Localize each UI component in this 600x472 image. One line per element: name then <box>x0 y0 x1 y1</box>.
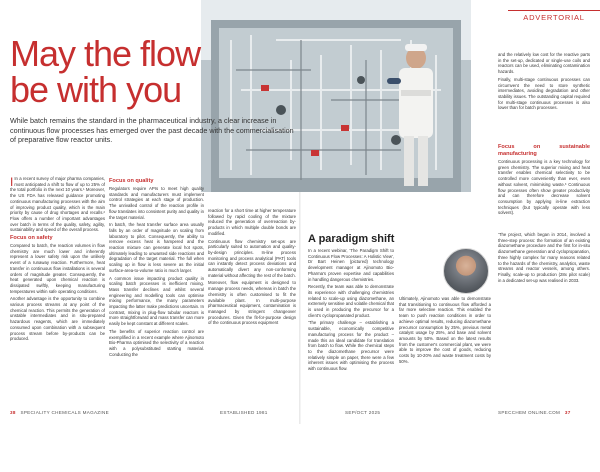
quality-paragraph-2: In batch, the heat transfer surface area usually falls by an order of magnitude on scaling from laboratory to pilot. Consequently, the ability to remove excess heat is hampered and the reaction mixture can generate local hot spots, ultimately leading to unwanted side reactions and degradation of the target material. The full when scaling up in flow is less severe as the initial surface-area-to-volume ratio is much larger. <box>109 222 204 273</box>
page-number-right: 37 <box>564 410 571 415</box>
heading-safety: Focus on safety <box>10 235 53 242</box>
body-paragraph: Continuous flow chemistry set-ups are particularly suited to automation and quality-by-design principles. In-line process monitoring and process analytical (PAT) tools can instantly detect process deviations and automatically divert any non-conforming material without affecting the rest of the batch. <box>208 238 296 278</box>
quality-paragraph-4: The benefits of superior reaction control are exemplified in a recent example where Ajinomoto Bio-Pharma optimised the selectivity of a reaction with a polysubstituted starting material. Conducting the <box>109 328 204 357</box>
paradigm-title: A paradigm shift <box>308 233 395 245</box>
body-paragraph: and the relatively low cost for the reactive parts in the set-up, dedicated or single-use coils and reactors can be used, eliminating contamination hazards. <box>498 52 590 75</box>
body-paragraph: In a recent webinar, 'The Paradigm Shift to Continuous Flow Processes: A Holistic View', Dr Bart Heinen (pictured) technology development manager at Ajinomoto Bio-Pharma's proven expertise and capabilities in handling dangerous chemistries. <box>308 248 394 282</box>
magazine-name: SPECIALITY CHEMICALS MAGAZINE <box>20 410 109 415</box>
safety-paragraph-2: Another advantage is the opportunity to combine various process streams at any point of the chemical reaction. This permits the generation of unstable intermediates and in situ-prepared hazardous reagents, which are immediately consumed upon combination with a subsequent process stream before by-products can be produced. <box>10 296 105 342</box>
heading-sustainable: Focus on sustainable manufacturing <box>498 144 590 157</box>
paradigm-column-1 <box>308 248 394 408</box>
headline: May the flow be with you <box>10 33 201 110</box>
body-paragraph: Ultimately, Ajinomoto was able to demonstrate that transitioning to continuous flow afforded a far more selective reaction. This enabled the team to push reaction conditions in order to achieve optimal results, reducing diazomethane precursor consumption by 25%, previous metal catalyst usage by 25%, and base and solvent amounts by 50%. Based on the latest results from the customer's commercial plant, we were able to improve the cost of goods, reducing costs by 10-20% and waste treatment costs by 50%. <box>399 296 491 364</box>
column-b <box>109 176 204 406</box>
body-paragraph: Finally, multi-stage continuous processes can circumvent the need to store synthetic intermediates, avoiding degradation and other stability issues. The outstanding capital required for multi-stage continuous processes is also lower than for batch processes. <box>498 76 590 111</box>
body-paragraph: 'The primary challenge – establishing a sustainable, economically competitive manufacturing process for the product – made this an ideal candidate for translation from batch to flow. While the chemical steps to the diazomethane precursor were relatively simple on paper, there were a few inherent issues with optimising the process with continuous flow. <box>308 320 394 372</box>
author-portrait <box>443 248 489 294</box>
body-paragraph: 'The project, which began in 2014, involved a three-step process: the formation of an existing diazomethane procedure and the first for in-situ diazomethane generation and cyclopropanation, three highly complex for many reasons related to the hazards of the chemistry, analytics, waste streams and reactor vessels, among others. Finally, scale-up to production (28x pilot scale) in a dedicated set-up was realised in 2033. <box>498 232 590 283</box>
body-paragraph: Moreover, flow equipment is designed to manage process needs, whereas in batch the chemistry is often customised to fit the available plant. In multi-purpose pharmaceutical equipment, contamination is managed by stringent changeover procedures. Given the fit-for-purpose design of the continuous process equipment <box>208 280 296 326</box>
paradigm-column-2 <box>399 296 491 472</box>
drop-cap: I <box>10 175 14 189</box>
advertorial-banner: ADVERTORIAL <box>508 10 600 25</box>
body-paragraph: Recently, the team was able to demonstrate its experience with challenging chemistries related to scale-up using diazomethane, an extremely sensitive and volatile chemical that is used in producing the precursor for a client's cyclopropanated product. <box>308 284 394 318</box>
body-paragraph: reaction for a short time at higher temperature followed by rapid cooling of the mixture reduced the generation of overreaction by-products in which multiple double bonds are modified. <box>208 208 296 236</box>
footer-left <box>10 410 109 415</box>
footer-right <box>498 410 571 415</box>
intro-paragraph: I In a recent survey of major pharma companies, most anticipated a shift to flow of up to 25% of the total portfolio in the next 10 years.¹ Moreover, the US FDA has released guidance promoting continuous manufacturing processes with the aim of improving product quality, which is the main priority by cause of drug shortages and recalls.² Flow offers a number of important advantages over batch in terms of the quality, safety, agility, sustainability and speed of the overall process. <box>10 175 105 233</box>
lab-photo <box>201 0 471 192</box>
paradigm-column-3 <box>498 232 590 408</box>
safety-paragraph: Compared to batch, the reaction volumes in flow chemistry are much lower and inherently represent a lower safety risk upon the unlikely event of a runaway reaction. Furthermore, heat transfer in continuous flow installations is several orders of magnitude greater. Consequently, the heat generated upon chemical reaction is dissipated swiftly, keeping manufacturing temperatures within safe operating conditions. <box>10 243 105 294</box>
quality-paragraph: Regulators require APIs to meet high quality standards and manufacturers must implement control strategies at each stage of production. The unrivalled control of the reaction profile in flow translates into consistent purity and quality in the target material. <box>109 186 204 220</box>
page-number-left: 38 <box>10 410 16 415</box>
footer-established: ESTABLISHED 1981 <box>220 410 268 415</box>
quality-paragraph-3: A common issue impacting product quality in scaling batch processes is inefficient mixing. Mass transfer declines and whilst several engineering and modelling tools can optimise mixing performance, the many parameters impacting the latter make predictions uncertain. In contrast, mixing in plug-flow tubular reactors is more straightforward and mass transfer can more easily be kept constant at different scales. <box>109 275 204 327</box>
column-c <box>208 208 296 408</box>
heading-quality: Focus on quality <box>109 178 154 184</box>
body-paragraph: Continuous processing is a key technology for green chemistry. The superior mixing and heat transfer enables chemical selectivity to be controlled more conveniently than ever, even without solvent, minimising waste.³ Continuous flow processes often show greater productivity and can therefore decrease solvent consumption by applying in-line extraction techniques (but typically operate with less solvent). <box>498 159 590 216</box>
footer-date: SEP/OCT 2025 <box>345 410 381 415</box>
site-name: SPECCHEM ONLINE.COM <box>498 410 561 415</box>
standfirst: While batch remains the standard in the pharmaceutical industry, a clear increase in continuous flow processes has emerged over the past decade with the commercialisation of preparative flow reactor units. <box>10 116 294 145</box>
column-a <box>10 176 105 406</box>
